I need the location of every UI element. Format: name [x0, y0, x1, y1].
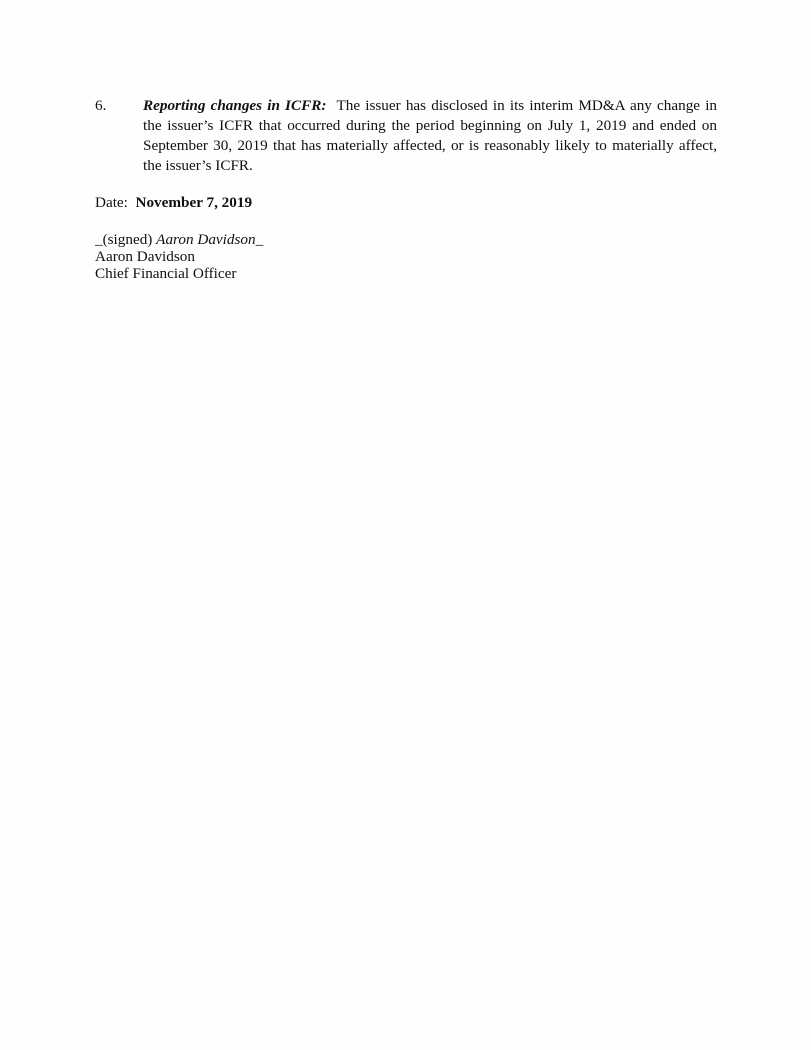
- date-line: [95, 193, 252, 213]
- item-text: The issuer has disclosed in its interim MD&A any change in the issuer’s ICFR that occurred during the period beginning on July 1, 2019 and ended on September 30, 2019 that has materially affected, or is reasonably likely to materially affect, the issuer’s ICFR.: [143, 97, 718, 174]
- item-number: 6.: [95, 97, 107, 114]
- signature-line: [95, 231, 263, 248]
- date-label: Date:: [95, 194, 128, 211]
- signatory-name: Aaron Davidson: [95, 248, 195, 265]
- item-heading: Reporting changes in ICFR:: [143, 97, 327, 114]
- signature-block: [95, 231, 263, 282]
- signed-prefix: _(signed): [95, 231, 153, 248]
- certification-item-6: [95, 96, 717, 176]
- date-value: November 7, 2019: [135, 194, 253, 211]
- item-paragraph: [143, 96, 717, 176]
- signatory-title: Chief Financial Officer: [95, 265, 237, 282]
- signed-name: Aaron Davidson_: [156, 231, 264, 248]
